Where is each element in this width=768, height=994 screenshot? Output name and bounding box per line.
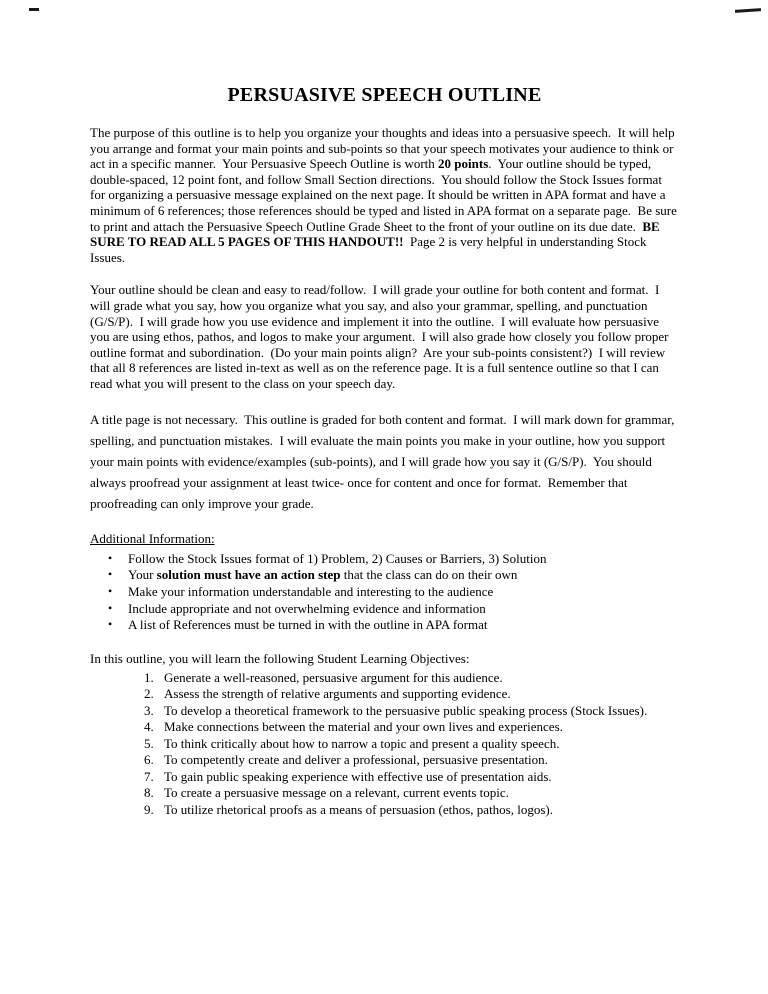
additional-info-bullet-list bbox=[90, 551, 679, 634]
document-title: PERSUASIVE SPEECH OUTLINE bbox=[227, 84, 542, 106]
objective-item: 9. To utilize rhetorical proofs as a means of persuasion (ethos, pathos, logos). bbox=[157, 802, 679, 819]
additional-info-heading: Additional Information: bbox=[90, 530, 215, 546]
bullet-marker: • bbox=[108, 600, 113, 615]
bullet-marker: • bbox=[108, 567, 113, 582]
bullet-text: Your solution must have an action step that the class can do on their own bbox=[128, 567, 518, 583]
objectives-intro: In this outline, you will learn the following Student Learning Objectives: bbox=[90, 650, 470, 666]
objective-item: 3. To develop a theoretical framework to the persuasive public speaking process (Stock Issues). bbox=[157, 703, 679, 720]
objective-item: 7. To gain public speaking experience with effective use of presentation aids. bbox=[157, 769, 679, 786]
body-paragraph: The purpose of this outline is to help you organize your thoughts and ideas into a persuasive speech. It will help you arrange and format your main points and sub-points so that your speech motivates your audience to think or act in a specific manner. Your Persuasive Speech Outline is worth 20 points. Your outline should be typed, double-spaced, 12 point font, and follow Small Section directions. You should follow the Stock Issues format for organizing a persuasive message explained on the next page. It should be written in APA format and have a minimum of 6 references; those references should be typed and listed in APA format on a separate page. Be sure to print and attach the Persuasive Speech Outline Grade Sheet to the front of your outline on its due date. BE SURE TO READ ALL 5 PAGES OF THIS HANDOUT!! Page 2 is very helpful in understanding Stock Issues. bbox=[90, 125, 681, 265]
scan-artifact-top-left bbox=[29, 8, 39, 11]
bullet-list-item bbox=[108, 601, 679, 618]
objective-item: 2. Assess the strength of relative arguments and supporting evidence. bbox=[157, 686, 679, 703]
intro-paragraphs-section bbox=[90, 125, 679, 514]
bullet-text: A list of References must be turned in with the outline in APA format bbox=[128, 617, 488, 633]
body-paragraph: Your outline should be clean and easy to read/follow. I will grade your outline for both content and format. I will grade what you say, how you organize what you say, and also your grammar, spelling, and punctuation (G/S/P). I will grade how you use evidence and implement it into the outline. I will evaluate how persuasive you are using ethos, pathos, and logos to make your argument. I will also grade how closely you follow proper outline format and subordination. (Do your main points align? Are your sub-points consistent?) I will review that all 8 references are listed in-text as well as on the reference page. It is a full sentence outline so that I can read what you will present to the class on your speech day. bbox=[90, 282, 672, 391]
objectives-list bbox=[90, 670, 679, 819]
body-paragraph: A title page is not necessary. This outline is graded for both content and format. I will mark down for grammar, spelling, and punctuation mistakes. I will evaluate the main points you make in your outline, how you support your main points with evidence/examples (sub-points), and I will grade how you say it (G/S/P). You should always proofread your assignment at least twice- once for content and once for format. Remember that proofreading can only improve your grade. bbox=[90, 411, 678, 511]
bullet-marker: • bbox=[108, 617, 113, 632]
bullet-list-item bbox=[108, 567, 679, 584]
objective-item: 8. To create a persuasive message on a relevant, current events topic. bbox=[157, 785, 679, 802]
objective-item: 5. To think critically about how to narrow a topic and present a quality speech. bbox=[157, 736, 679, 753]
bullet-text: Make your information understandable and interesting to the audience bbox=[128, 583, 494, 599]
bullet-marker: • bbox=[108, 550, 113, 565]
objective-item: 6. To competently create and deliver a professional, persuasive presentation. bbox=[157, 752, 679, 769]
bullet-list-item bbox=[108, 584, 679, 601]
learning-objectives-section bbox=[90, 651, 679, 818]
bullet-text: Follow the Stock Issues format of 1) Problem, 2) Causes or Barriers, 3) Solution bbox=[128, 550, 547, 566]
bullet-text: Include appropriate and not overwhelming evidence and information bbox=[128, 600, 486, 616]
objective-item: 4. Make connections between the material and your own lives and experiences. bbox=[157, 719, 679, 736]
bullet-list-item bbox=[108, 617, 679, 634]
additional-info-section bbox=[90, 531, 679, 634]
objective-item: 1. Generate a well-reasoned, persuasive argument for this audience. bbox=[157, 670, 679, 687]
bullet-list-item bbox=[108, 551, 679, 568]
scan-artifact-top-right bbox=[735, 8, 761, 13]
bullet-marker: • bbox=[108, 583, 113, 598]
